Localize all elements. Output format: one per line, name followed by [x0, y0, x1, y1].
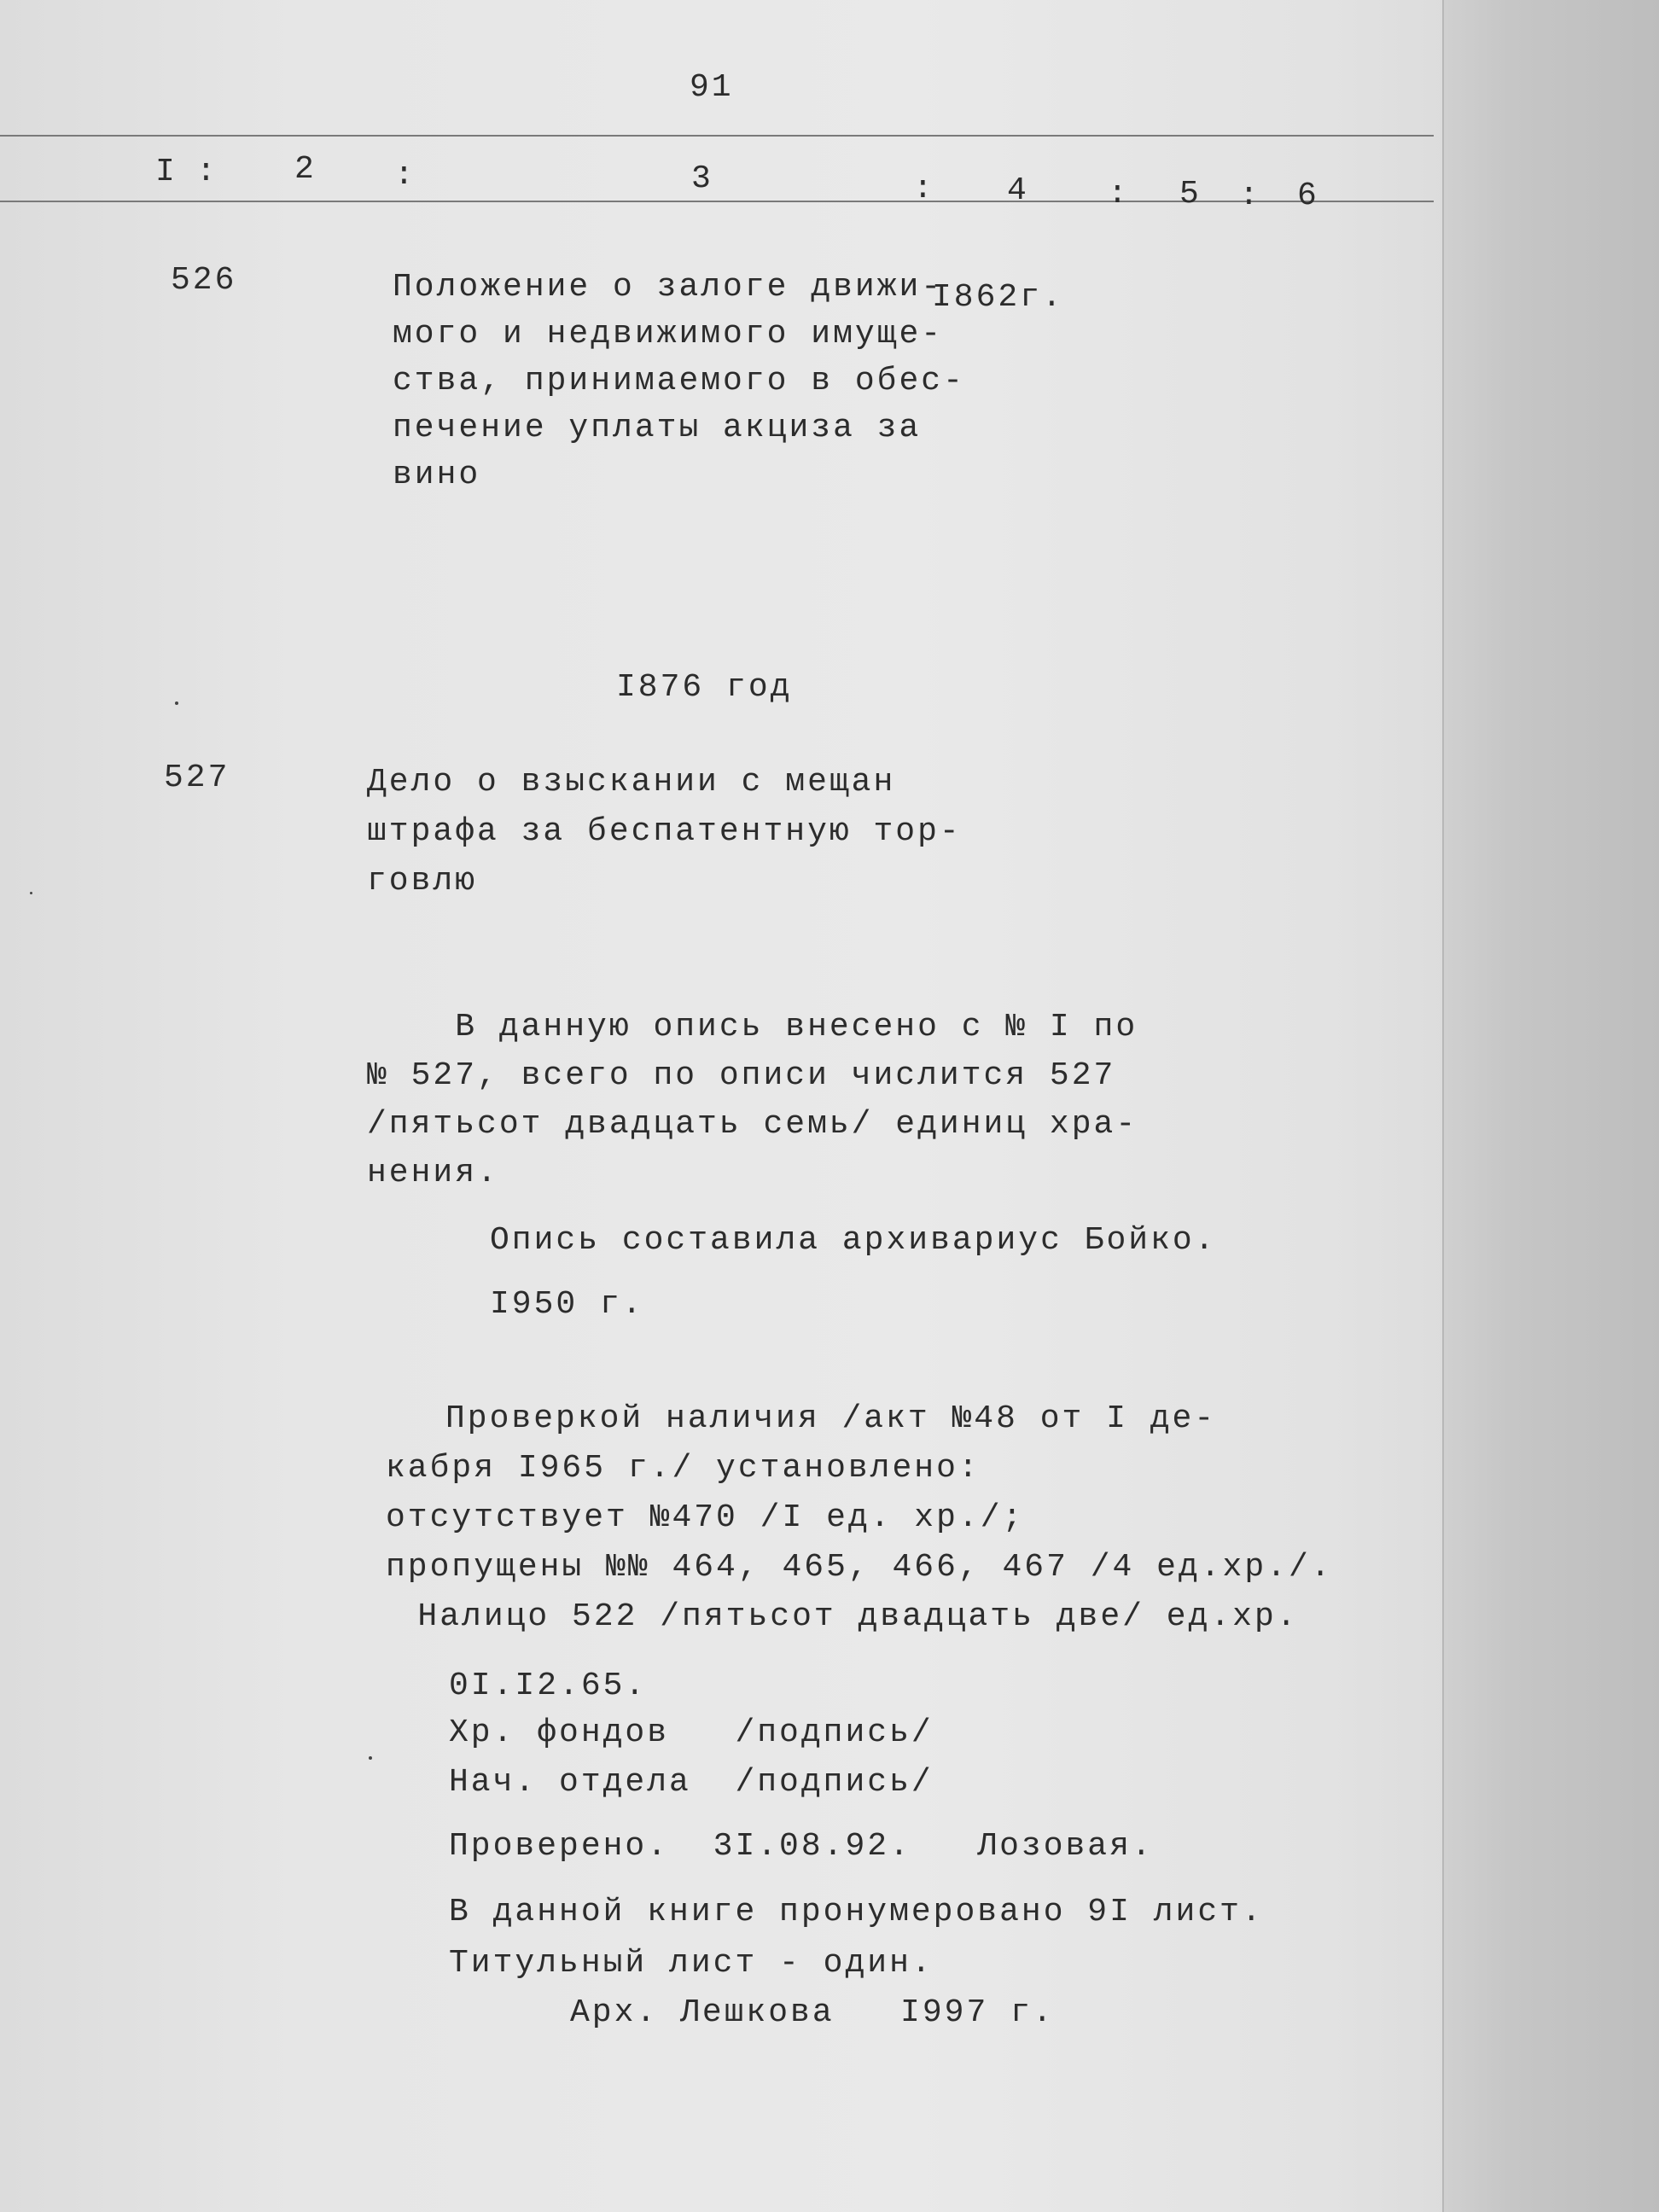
check-line: Налицо 522 /пятьсот двадцать две/ ед.хр.	[352, 1598, 1299, 1635]
verified-line: Проверено. 3I.08.92. Лозовая.	[449, 1828, 1154, 1865]
paper-speck	[175, 701, 178, 705]
entry-526-title-line: печение уплаты акциза за	[393, 410, 922, 446]
header-col-6: 6	[1297, 178, 1319, 214]
entry-527-title-line: Дело о взыскании с мещан	[367, 764, 896, 800]
entry-526-title-line: мого и недвижимого имуще-	[393, 316, 944, 352]
header-sep-1: :	[196, 154, 218, 190]
entry-526-number: 526	[171, 262, 237, 299]
paper-speck	[369, 1756, 372, 1760]
summary-line: В данную опись внесено с № I по	[367, 1009, 1138, 1045]
check-date: 0I.I2.65.	[449, 1668, 648, 1704]
entry-526-title-line: Положение о залоге движи-	[393, 269, 944, 306]
header-sep-2: :	[394, 157, 416, 194]
check-line: кабря I965 г./ установлено:	[386, 1450, 981, 1487]
check-line: Проверкой наличия /акт №48 от I де-	[445, 1400, 1217, 1437]
compiled-year: I950 г.	[490, 1286, 644, 1323]
header-sep-4: :	[1108, 176, 1130, 212]
entry-526-date: I862г.	[932, 279, 1064, 316]
header-top-rule	[0, 135, 1434, 137]
check-line: пропущены №№ 464, 465, 466, 467 /4 ед.хр./.	[386, 1549, 1333, 1586]
check-line: отсутствует №470 /I ед. хр./;	[386, 1499, 1025, 1536]
signature-line: Хр. фондов /подпись/	[449, 1714, 934, 1751]
book-line: Титульный лист - один.	[449, 1945, 934, 1982]
year-heading: I876 год	[616, 669, 793, 706]
paper-speck	[30, 892, 32, 894]
entry-527-title-line: говлю	[367, 863, 478, 899]
header-sep-5: :	[1239, 178, 1261, 214]
signature-line: Нач. отдела /подпись/	[449, 1764, 934, 1801]
summary-line: № 527, всего по описи числится 527	[367, 1057, 1116, 1094]
header-col-1: I	[155, 154, 178, 190]
entry-526-title-line: вино	[393, 457, 481, 493]
header-col-2: 2	[294, 151, 317, 188]
header-col-5: 5	[1179, 176, 1202, 212]
header-sep-3: :	[913, 171, 935, 207]
final-signature: Арх. Лешкова I997 г.	[570, 1994, 1055, 2031]
entry-527-title-line: штрафа за беспатентную тор-	[367, 813, 962, 850]
entry-526-title-line: ства, принимаемого в обес-	[393, 363, 965, 399]
header-bottom-rule	[0, 201, 1434, 202]
summary-line: нения.	[367, 1155, 499, 1191]
compiled-by: Опись составила архивариус Бойко.	[490, 1222, 1217, 1259]
header-col-3: 3	[691, 160, 713, 197]
page-number: 91	[690, 69, 734, 106]
header-col-4: 4	[1007, 172, 1029, 209]
entry-527-number: 527	[164, 760, 230, 796]
summary-line: /пятьсот двадцать семь/ единиц хра-	[367, 1106, 1138, 1143]
page-edge-shadow	[1442, 0, 1659, 2212]
book-line: В данной книге пронумеровано 9I лист.	[449, 1894, 1264, 1930]
